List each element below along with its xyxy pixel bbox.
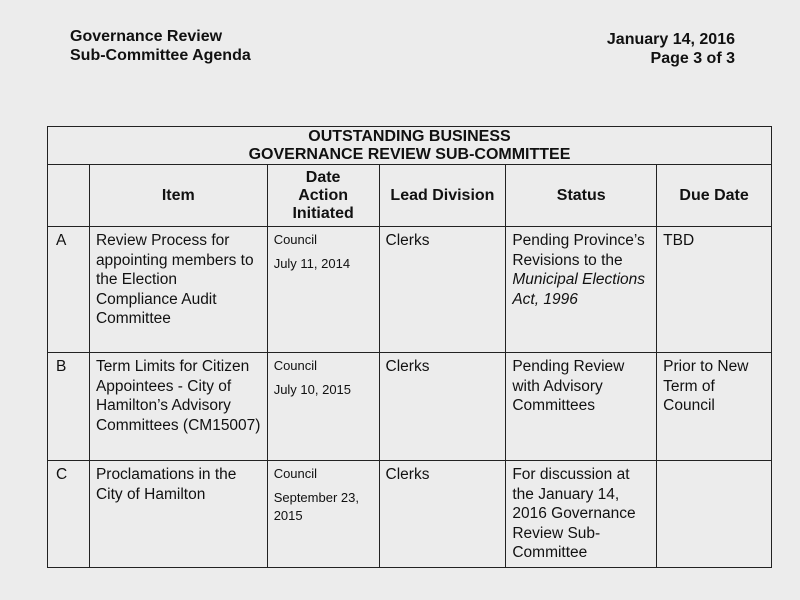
row-due xyxy=(657,461,772,568)
col-header-date xyxy=(267,165,379,227)
row-status-act: Municipal Elections Act, 1996 xyxy=(512,271,646,308)
col-header-status: Status xyxy=(506,165,657,227)
row-due: TBD xyxy=(657,227,772,353)
row-item: Term Limits for Citizen Appointees - City of Hamilton’s Advisory Committees (CM15007) xyxy=(89,353,267,461)
table-title-line2: GOVERNANCE REVIEW SUB-COMMITTEE xyxy=(248,146,571,163)
row-date-value: September 23, 2015 xyxy=(273,490,359,523)
document-header-left xyxy=(70,27,251,65)
row-letter: B xyxy=(48,353,90,461)
agenda-label: Sub-Committee Agenda xyxy=(70,47,251,64)
table-title-line1: OUTSTANDING BUSINESS xyxy=(308,128,511,145)
table-row xyxy=(48,227,772,353)
col-header-date-line3: Initiated xyxy=(292,204,354,222)
row-letter: C xyxy=(48,461,90,568)
row-date-by: Council xyxy=(273,232,318,247)
col-header-date-line2: Action xyxy=(298,186,348,204)
row-lead: Clerks xyxy=(379,227,506,353)
table-row xyxy=(48,461,772,568)
col-header-due: Due Date xyxy=(657,165,772,227)
row-status: For discussion at the January 14, 2016 Governance Review Sub-Committee xyxy=(506,461,657,568)
col-header-item: Item xyxy=(89,165,267,227)
row-lead: Clerks xyxy=(379,353,506,461)
row-date-value: July 10, 2015 xyxy=(273,382,352,397)
row-due: Prior to New Term of Council xyxy=(657,353,772,461)
col-header-letter xyxy=(48,165,90,227)
row-date-by: Council xyxy=(273,358,318,373)
row-date xyxy=(267,461,379,568)
row-item: Review Process for appointing members to the Election Compliance Audit Committee xyxy=(89,227,267,353)
row-status xyxy=(506,227,657,353)
column-header-row xyxy=(48,165,772,227)
committee-name: Governance Review xyxy=(70,28,223,45)
row-date xyxy=(267,227,379,353)
row-lead: Clerks xyxy=(379,461,506,568)
row-item: Proclamations in the City of Hamilton xyxy=(89,461,267,568)
agenda-date: January 14, 2016 xyxy=(606,31,735,48)
row-status-text: Pending Province’s Revisions to the xyxy=(512,232,645,269)
table-title-row xyxy=(48,127,772,165)
row-letter: A xyxy=(48,227,90,353)
table-row xyxy=(48,353,772,461)
row-date-value: July 11, 2014 xyxy=(273,256,351,271)
col-header-lead: Lead Division xyxy=(379,165,506,227)
outstanding-business-table xyxy=(47,126,772,568)
page-number: Page 3 of 3 xyxy=(650,50,735,67)
table-title xyxy=(48,127,772,165)
row-date-by: Council xyxy=(273,466,318,481)
document-header-right xyxy=(607,30,735,68)
row-date xyxy=(267,353,379,461)
col-header-date-line1: Date xyxy=(305,168,341,186)
row-status: Pending Review with Advisory Committees xyxy=(506,353,657,461)
